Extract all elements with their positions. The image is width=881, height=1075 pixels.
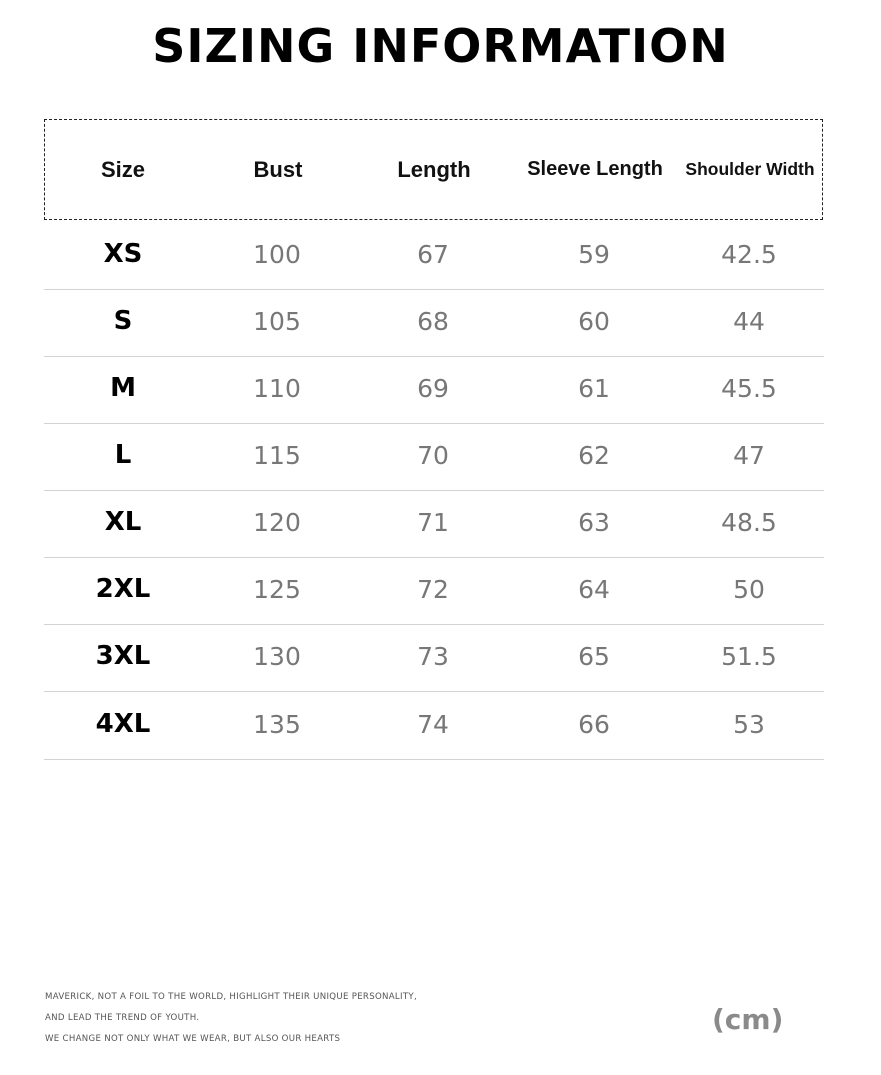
slogan-line: AND LEAD THE TREND OF YOUTH. bbox=[45, 1013, 200, 1023]
sleeve-length-value: 59 bbox=[578, 240, 610, 269]
bust-value: 125 bbox=[253, 575, 301, 604]
shoulder-width-value: 53 bbox=[733, 710, 765, 739]
bust-value: 115 bbox=[253, 441, 301, 470]
bust-value: 135 bbox=[253, 710, 301, 739]
header-shoulder-width: Shoulder Width bbox=[685, 159, 815, 179]
table-row bbox=[44, 625, 824, 692]
shoulder-width-value: 47 bbox=[733, 441, 765, 470]
sleeve-length-value: 61 bbox=[578, 374, 610, 403]
size-label: M bbox=[110, 373, 136, 403]
length-value: 72 bbox=[417, 575, 449, 604]
shoulder-width-value: 51.5 bbox=[721, 642, 777, 671]
size-label: 2XL bbox=[95, 574, 151, 604]
length-value: 71 bbox=[417, 508, 449, 537]
shoulder-width-value: 42.5 bbox=[721, 240, 777, 269]
length-value: 68 bbox=[417, 307, 449, 336]
length-value: 74 bbox=[417, 710, 449, 739]
slogan-line: WE CHANGE NOT ONLY WHAT WE WEAR, BUT ALSO OUR HEARTS bbox=[45, 1034, 341, 1044]
sleeve-length-value: 64 bbox=[578, 575, 610, 604]
table-row bbox=[44, 424, 824, 491]
bust-value: 110 bbox=[253, 374, 301, 403]
header-bust: Bust bbox=[253, 157, 303, 182]
sleeve-length-value: 63 bbox=[578, 508, 610, 537]
footer-slogan bbox=[45, 990, 417, 1053]
size-label: 4XL bbox=[95, 709, 151, 739]
shoulder-width-value: 45.5 bbox=[721, 374, 777, 403]
sleeve-length-value: 60 bbox=[578, 307, 610, 336]
table-row bbox=[44, 357, 824, 424]
length-value: 67 bbox=[417, 240, 449, 269]
header-length: Length bbox=[397, 157, 471, 182]
table-row bbox=[44, 558, 824, 625]
length-value: 70 bbox=[417, 441, 449, 470]
bust-value: 130 bbox=[253, 642, 301, 671]
slogan-line: MAVERICK, NOT A FOIL TO THE WORLD, HIGHLIGHT THEIR UNIQUE PERSONALITY, bbox=[45, 992, 417, 1002]
size-label: S bbox=[113, 306, 133, 336]
bust-value: 105 bbox=[253, 307, 301, 336]
header-sleeve-length: Sleeve Length bbox=[527, 158, 663, 180]
size-label: L bbox=[114, 440, 132, 470]
sleeve-length-value: 65 bbox=[578, 642, 610, 671]
unit-label: (cm) bbox=[712, 1003, 784, 1036]
size-label: XL bbox=[104, 507, 142, 537]
table-header bbox=[44, 119, 823, 220]
table-row bbox=[44, 223, 824, 290]
table-row bbox=[44, 290, 824, 357]
table-row bbox=[44, 491, 824, 558]
shoulder-width-value: 44 bbox=[733, 307, 765, 336]
header-size: Size bbox=[100, 157, 146, 182]
page-title: SIZING INFORMATION bbox=[152, 19, 729, 73]
table-row bbox=[44, 693, 824, 760]
sleeve-length-value: 62 bbox=[578, 441, 610, 470]
shoulder-width-value: 48.5 bbox=[721, 508, 777, 537]
bust-value: 120 bbox=[253, 508, 301, 537]
size-label: XS bbox=[103, 239, 143, 269]
size-label: 3XL bbox=[95, 641, 151, 671]
shoulder-width-value: 50 bbox=[733, 575, 765, 604]
length-value: 69 bbox=[417, 374, 449, 403]
length-value: 73 bbox=[417, 642, 449, 671]
bust-value: 100 bbox=[253, 240, 301, 269]
row-divider bbox=[44, 759, 824, 760]
sleeve-length-value: 66 bbox=[578, 710, 610, 739]
